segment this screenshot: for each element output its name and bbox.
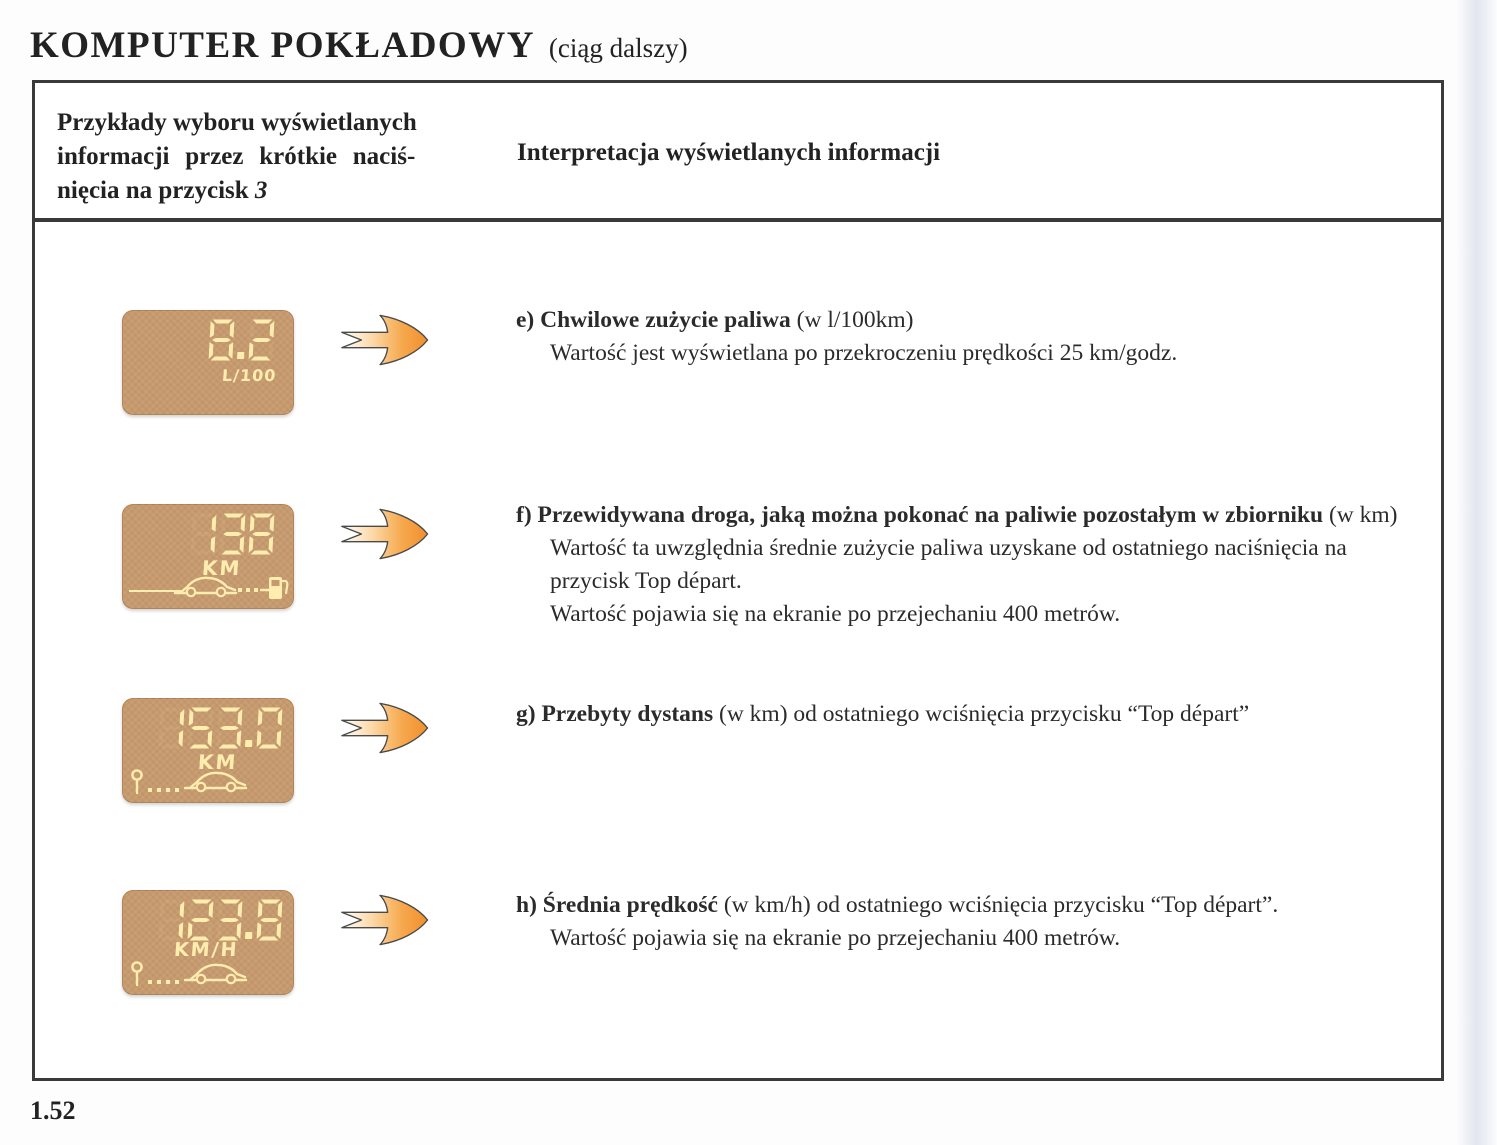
- description-fuel-consumption: [516, 304, 1432, 370]
- arrow-right-icon: [335, 312, 437, 368]
- item-note: (w km) od ostatniego wciśnięcia przycisku “Top départ”: [719, 701, 1250, 727]
- arrow-right-icon: [335, 506, 437, 562]
- item-label: h): [516, 892, 537, 918]
- lcd-icon-row: [122, 569, 294, 609]
- lcd-icon-row: [122, 955, 294, 995]
- item-title: Przewidywana droga, jaką można pokonać na paliwie pozostałym w zbiorniku: [537, 502, 1324, 528]
- page-title: [30, 24, 688, 67]
- item-body: Wartość jest wyświetlana po przekroczeniu prędkości 25 km/godz.: [550, 340, 1178, 366]
- column-header-interpretation: Interpretacja wyświetlanych informacji: [517, 139, 941, 166]
- header-line: nięcia na przycisk 3: [57, 177, 268, 204]
- description-average-speed: [516, 889, 1432, 955]
- item-label: e): [516, 307, 535, 333]
- start-point-icon: [130, 961, 144, 988]
- trail-dots-icon: [148, 979, 182, 985]
- item-body: Wartość ta uwzględnia średnie zużycie paliwa uzyskane od ostatniego naciśnięcia na przycisk Top départ.: [550, 535, 1347, 594]
- arrow-right-icon: [335, 892, 437, 948]
- trail-dots-icon: [148, 787, 182, 793]
- item-note: (w l/100km): [796, 307, 914, 333]
- lcd-display-average-speed: [122, 890, 294, 995]
- page-number: 1.52: [30, 1096, 76, 1125]
- lcd-value: [208, 319, 275, 361]
- description-range: [516, 499, 1432, 631]
- scanned-page-edge: [1456, 0, 1497, 1145]
- page-title-suffix: (ciąg dalszy): [548, 33, 688, 63]
- item-title: Chwilowe zużycie paliwa: [540, 307, 791, 333]
- header-divider: [35, 218, 1441, 222]
- item-title: Przebyty dystans: [541, 701, 714, 727]
- fuel-pump-icon: [268, 571, 290, 601]
- item-body: Wartość pojawia się na ekranie po przejechaniu 400 metrów.: [550, 601, 1121, 627]
- lcd-display-distance: [122, 698, 294, 803]
- lcd-value: [190, 513, 275, 555]
- car-icon: [184, 959, 248, 987]
- item-body: Wartość pojawia się na ekranie po przejechaniu 400 metrów.: [550, 925, 1121, 951]
- button-3-reference: 3: [254, 177, 268, 204]
- lcd-unit-label: KM: [201, 556, 243, 580]
- lcd-display-range: [122, 504, 294, 609]
- lcd-unit-label: KM: [197, 750, 239, 774]
- car-icon: [174, 572, 238, 600]
- lcd-unit-label: L/100: [220, 366, 277, 385]
- header-line: informacji przez krótkie naciś-: [57, 143, 416, 170]
- lcd-unit-label: KM/H: [173, 939, 240, 961]
- car-icon: [184, 767, 248, 795]
- lcd-value: [158, 899, 283, 941]
- lcd-value: [158, 707, 283, 749]
- header-line: Przykłady wyboru wyświetlanych: [57, 109, 417, 136]
- start-point-icon: [130, 769, 144, 796]
- lcd-display-fuel-consumption: [122, 310, 294, 415]
- item-note: (w km/h) od ostatniego wciśnięcia przycisku “Top départ”.: [723, 892, 1279, 918]
- item-label: g): [516, 701, 536, 727]
- lcd-icon-row: [122, 763, 294, 803]
- arrow-right-icon: [335, 700, 437, 756]
- content-frame: [32, 80, 1444, 1081]
- column-header-examples: [57, 106, 457, 208]
- item-title: Średnia prędkość: [542, 892, 718, 918]
- item-label: f): [516, 502, 532, 528]
- page-title-main: KOMPUTER POKŁADOWY: [30, 25, 535, 66]
- item-note: (w km): [1328, 502, 1398, 528]
- description-distance: [516, 698, 1432, 731]
